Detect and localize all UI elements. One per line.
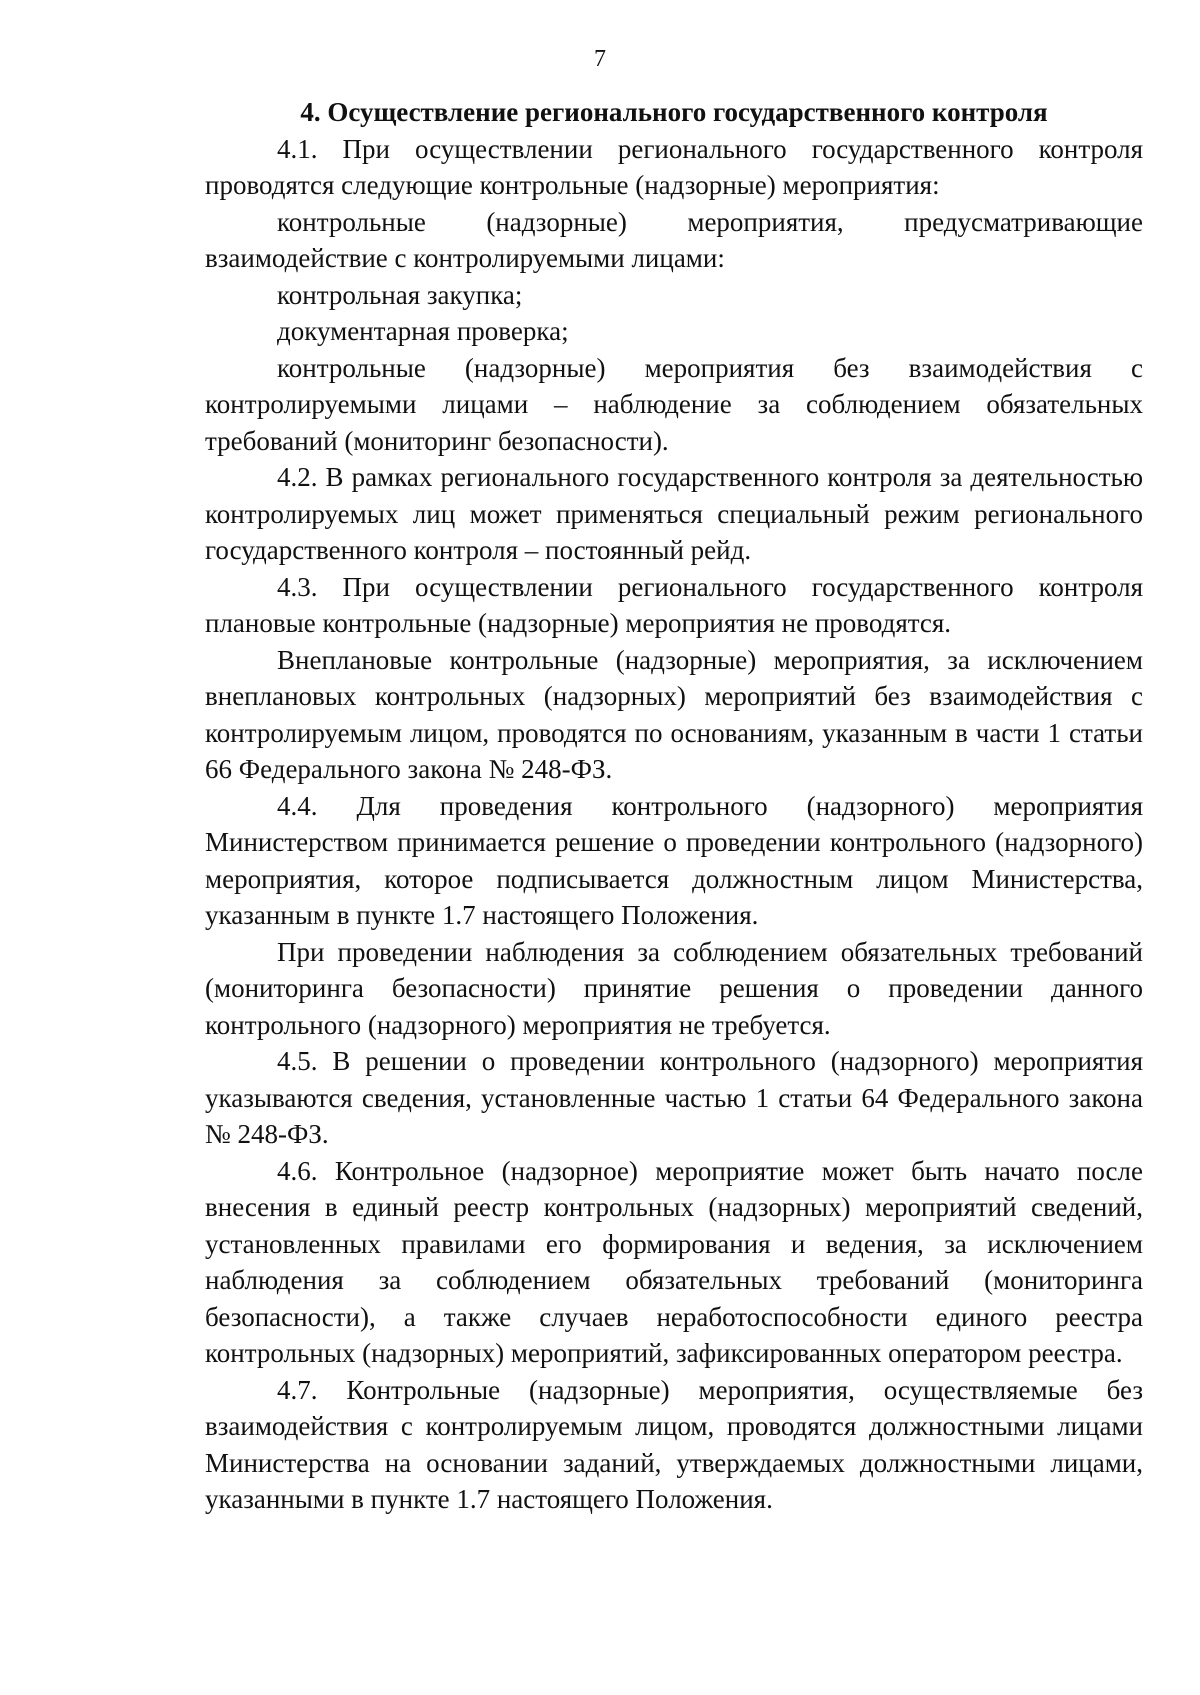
paragraph-no-interaction-measures: контрольные (надзорные) мероприятия без взаимодействия с контролируемыми лицами – наблюдение за соблюдением обязательных требований (мониторинг безопасности). (205, 352, 1143, 456)
paragraph-control-purchase: контрольная закупка; (277, 279, 523, 310)
paragraph-unscheduled-measures: Внеплановые контрольные (надзорные) мероприятия, за исключением внеплановых контрольных (надзорных) мероприятий без взаимодействия с контролируемым лицом, проводятся по основаниям, указанным в части 1 статьи 66 Федерального закона № 248-ФЗ. (205, 644, 1143, 784)
document-body (205, 94, 1143, 1518)
page-number: 7 (594, 46, 606, 72)
paragraph-4-5: 4.5. В решении о проведении контрольного (надзорного) мероприятия указываются сведения, установленные частью 1 статьи 64 Федерального закона № 248-ФЗ. (205, 1046, 1143, 1149)
paragraph-4-6: 4.6. Контрольное (надзорное) мероприятие может быть начато после внесения в единый реестр контрольных (надзорных) мероприятий сведений, установленных правилами его формирования и ведения, за исключением наблюдения за соблюдением обязательных требований (мониторинга безопасности), а также случаев неработоспособности единого реестра контрольных (надзорных) мероприятий, зафиксированных оператором реестра. (205, 1155, 1143, 1368)
paragraph-interaction-measures: контрольные (надзорные) мероприятия, предусматривающие взаимодействие с контролируемыми лицами: (205, 206, 1143, 273)
paragraph-documentary-check: документарная проверка; (277, 316, 569, 346)
paragraph-4-2: 4.2. В рамках регионального государственного контроля за деятельностью контролируемых лиц может применяться специальный режим регионального государственного контроля – постоянный рейд. (205, 462, 1143, 565)
paragraph-4-7: 4.7. Контрольные (надзорные) мероприятия, осуществляемые без взаимодействия с контролируемым лицом, проводятся должностными лицами Министерства на основании заданий, утверждаемых должностными лицами, указанными в пункте 1.7 настоящего Положения. (205, 1374, 1143, 1514)
paragraph-4-3: 4.3. При осуществлении регионального государственного контроля плановые контрольные (надзорные) мероприятия не проводятся. (205, 571, 1143, 638)
paragraph-4-4: 4.4. Для проведения контрольного (надзорного) мероприятия Министерством принимается решение о проведении контрольного (надзорного) мероприятия, которое подписывается должностным лицом Министерства, указанным в пункте 1.7 настоящего Положения. (205, 790, 1143, 930)
paragraph-4-1: 4.1. При осуществлении регионального государственного контроля проводятся следующие контрольные (надзорные) мероприятия: (205, 133, 1143, 200)
section-heading: 4. Осуществление регионального государственного контроля (300, 97, 1048, 127)
paragraph-monitoring-decision: При проведении наблюдения за соблюдением обязательных требований (мониторинга безопасности) принятие решения о проведении данного контрольного (надзорного) мероприятия не требуется. (205, 936, 1143, 1040)
